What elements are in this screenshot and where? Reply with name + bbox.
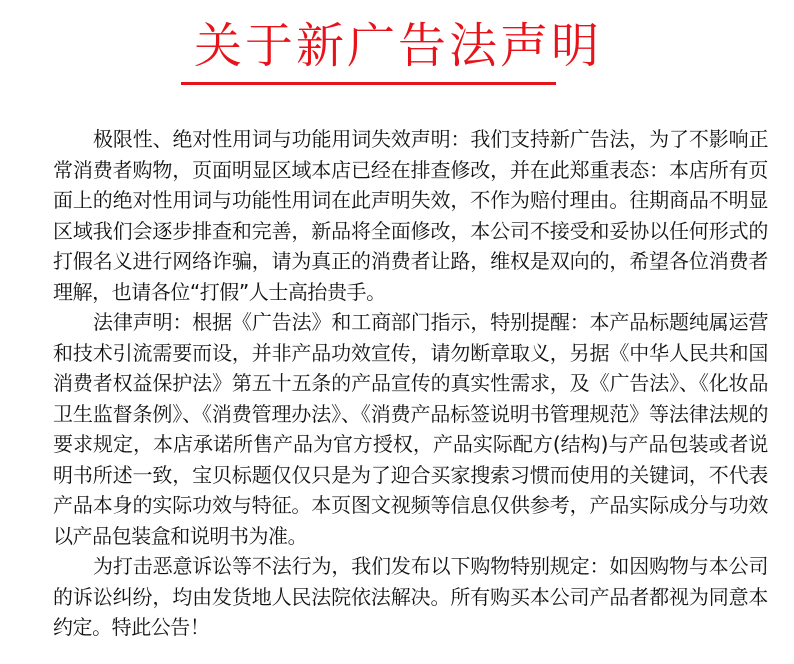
statement-body (53, 124, 768, 643)
statement-paragraph-ad-law: 极限性、绝对性用词与功能用词失效声明：我们支持新广告法，为了不影响正常消费者购物，页面明显区域本店已经在排查修改，并在此郑重表态：本店所有页面上的绝对性用词与功能性用词在此声明失效，不作为赔付理由。往期商品不明显区域我们会逐步排查和完善，新品将全面修改，本公司不接受和妥协以任何形式的打假名义进行网络诈骗，请为真正的消费者让路，维权是双向的，希望各位消费者理解，也请各位“打假”人士高抬贵手。 (53, 127, 768, 304)
statement-paragraph-legal: 法律声明：根据《广告法》和工商部门指示，特别提醒：本产品标题纯属运营和技术引流需要而设，并非产品功效宣传，请勿断章取义，另据《中华人民共和国消费者权益保护法》第五十五条的产品宣传的真实性需求，及《广告法》、《化妆品卫生监督条例》、《消费管理办法》、《消费产品标签说明书管理规范》等法律法规的要求规定，本店承诺所售产品为官方授权，产品实际配方(结构)与产品包装或者说明书所述一致，宝贝标题仅仅只是为了迎合买家搜索习惯而使用的关键词，不代表产品本身的实际功效与特征。本页图文视频等信息仅供参考，产品实际成分与功效以产品包装盒和说明书为准。 (53, 310, 768, 548)
title-block (0, 14, 794, 94)
page-title: 关于新广告法声明 (193, 18, 602, 74)
title-underline (181, 82, 556, 85)
statement-paragraph-litigation: 为打击恶意诉讼等不法行为，我们发布以下购物特别规定：如因购物与本公司的诉讼纠纷，均由发货地人民法院依法解决。所有购买本公司产品者都视为同意本约定。特此公告！ (53, 554, 768, 639)
